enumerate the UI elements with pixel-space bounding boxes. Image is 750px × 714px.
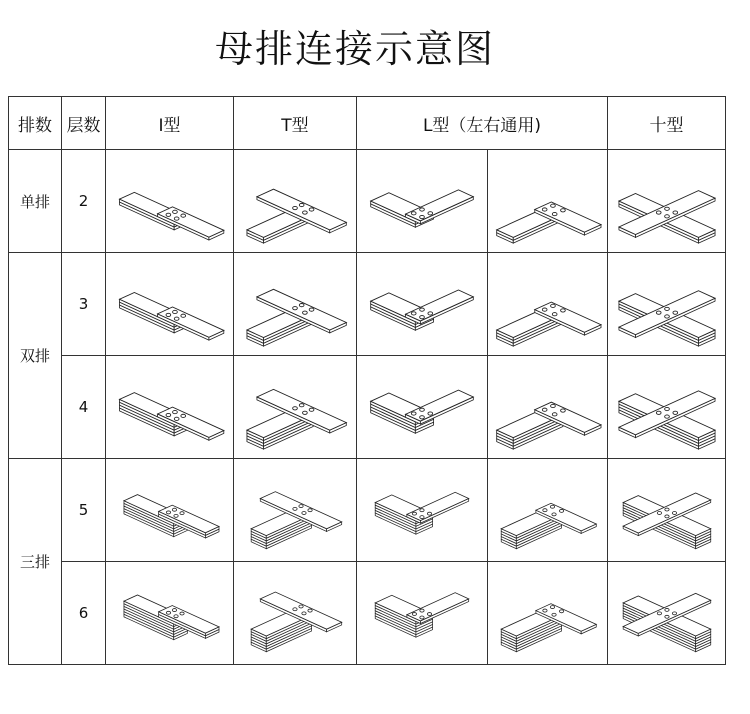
diagram-cross-type-2 <box>608 150 726 253</box>
diagram-l-type-left-3 <box>357 253 488 356</box>
bolt-hole <box>664 215 669 218</box>
bolt-hole <box>293 507 297 510</box>
header-t-type: T型 <box>234 97 357 150</box>
bolt-hole <box>309 308 314 311</box>
bolt-hole <box>420 609 424 612</box>
bolt-hole <box>180 214 185 217</box>
bolt-hole <box>550 204 555 207</box>
bolt-hole <box>664 407 669 410</box>
bolt-hole <box>303 311 308 314</box>
bolt-hole <box>657 512 661 515</box>
diagram-cross-type-5 <box>608 459 726 562</box>
bolt-hole <box>428 412 433 415</box>
busbar-drawing <box>490 359 606 455</box>
busbar-drawing <box>364 153 480 249</box>
bolt-hole <box>664 608 668 611</box>
bolt-hole <box>559 509 563 512</box>
bolt-hole <box>550 404 555 407</box>
bolt-hole <box>664 415 669 418</box>
bolt-hole <box>542 509 546 512</box>
busbar-assembly <box>501 604 596 652</box>
bolt-hole <box>420 308 425 311</box>
bolt-hole <box>420 215 425 218</box>
bolt-hole <box>179 512 183 515</box>
busbar-assembly <box>501 503 596 548</box>
busbar-connection-table <box>8 96 726 665</box>
bolt-hole <box>656 411 661 414</box>
busbar-assembly <box>119 393 223 441</box>
bolt-hole <box>299 505 303 508</box>
busbar-assembly <box>618 391 714 449</box>
bolt-hole <box>179 612 183 615</box>
bolt-hole <box>420 208 425 211</box>
layer-count: 2 <box>62 150 106 253</box>
diagram-cross-type-3 <box>608 253 726 356</box>
bolt-hole <box>542 308 547 311</box>
bolt-hole <box>542 208 547 211</box>
bolt-hole <box>420 316 425 319</box>
busbar-drawing <box>490 153 606 249</box>
bolt-hole <box>664 515 668 518</box>
bolt-hole <box>664 508 668 511</box>
layer-count: 4 <box>62 356 106 459</box>
bolt-hole <box>551 513 555 516</box>
diagram-cross-type-4 <box>608 356 726 459</box>
busbar-drawing <box>112 256 228 352</box>
bolt-hole <box>308 609 312 612</box>
diagram-l-type-right-3 <box>488 253 608 356</box>
bolt-hole <box>672 612 676 615</box>
diagram-i-type-6 <box>106 562 234 665</box>
busbar-assembly <box>247 189 346 243</box>
bolt-hole <box>166 313 171 316</box>
bolt-hole <box>551 613 555 616</box>
busbar-drawing <box>237 565 353 661</box>
layer-count: 3 <box>62 253 106 356</box>
busbar-assembly <box>123 495 218 538</box>
busbar-assembly <box>371 390 474 433</box>
diagram-t-type-5 <box>234 459 357 562</box>
busbar-drawing <box>364 359 480 455</box>
bolt-hole <box>302 612 306 615</box>
layer-count: 5 <box>62 459 106 562</box>
bolt-hole <box>172 310 177 313</box>
diagram-i-type-3 <box>106 253 234 356</box>
busbar-assembly <box>371 190 474 227</box>
row-group-triple: 三排 <box>9 459 62 665</box>
bolt-hole <box>174 317 179 320</box>
bolt-hole <box>672 512 676 515</box>
bolt-hole <box>428 312 433 315</box>
bolt-hole <box>664 307 669 310</box>
bolt-hole <box>664 207 669 210</box>
bolt-hole <box>560 309 565 312</box>
bolt-hole <box>166 213 171 216</box>
bolt-hole <box>174 217 179 220</box>
busbar-drawing <box>112 153 228 249</box>
bolt-hole <box>293 206 298 209</box>
bolt-hole <box>302 512 306 515</box>
busbar-assembly <box>123 595 218 640</box>
busbar-drawing <box>364 565 480 661</box>
busbar-assembly <box>375 492 468 534</box>
bolt-hole <box>656 211 661 214</box>
header-cross-type: 十型 <box>608 97 726 150</box>
busbar-assembly <box>618 291 714 346</box>
busbar-assembly <box>496 302 600 346</box>
busbar-drawing <box>237 462 353 558</box>
bolt-hole <box>412 512 416 515</box>
row-group-double: 双排 <box>9 253 62 459</box>
busbar-drawing <box>112 462 228 558</box>
bolt-hole <box>180 314 185 317</box>
bolt-hole <box>166 511 170 514</box>
bolt-hole <box>672 411 677 414</box>
busbar-assembly <box>623 593 711 651</box>
diagram-l-type-right-2 <box>488 150 608 253</box>
bolt-hole <box>550 304 555 307</box>
bolt-hole <box>303 211 308 214</box>
bolt-hole <box>542 609 546 612</box>
busbar-assembly <box>496 202 600 243</box>
busbar-assembly <box>251 492 342 549</box>
bolt-hole <box>412 613 416 616</box>
bolt-hole <box>559 610 563 613</box>
bolt-hole <box>166 611 170 614</box>
bolt-hole <box>420 509 424 512</box>
bolt-hole <box>309 408 314 411</box>
diagram-i-type-4 <box>106 356 234 459</box>
busbar-drawing <box>609 153 725 249</box>
busbar-drawing <box>609 359 725 455</box>
bolt-hole <box>309 208 314 211</box>
diagram-t-type-3 <box>234 253 357 356</box>
busbar-drawing <box>490 256 606 352</box>
bolt-hole <box>672 211 677 214</box>
busbar-assembly <box>371 290 474 330</box>
bolt-hole <box>411 212 416 215</box>
busbar-drawing <box>237 256 353 352</box>
diagram-t-type-2 <box>234 150 357 253</box>
busbar-assembly <box>119 192 223 240</box>
diagram-l-type-right-6 <box>488 562 608 665</box>
diagram-l-type-right-4 <box>488 356 608 459</box>
busbar-drawing <box>609 565 725 661</box>
header-l-type: L型（左右通用) <box>357 97 608 150</box>
diagram-i-type-5 <box>106 459 234 562</box>
layer-count: 6 <box>62 562 106 665</box>
bolt-hole <box>173 514 177 517</box>
busbar-assembly <box>496 402 600 449</box>
bolt-hole <box>427 512 431 515</box>
bolt-hole <box>672 311 677 314</box>
bolt-hole <box>166 413 171 416</box>
diagram-t-type-4 <box>234 356 357 459</box>
busbar-drawing <box>112 565 228 661</box>
bolt-hole <box>303 411 308 414</box>
busbar-drawing <box>237 359 353 455</box>
busbar-assembly <box>251 592 342 652</box>
bolt-hole <box>560 409 565 412</box>
bolt-hole <box>428 212 433 215</box>
diagram-t-type-6 <box>234 562 357 665</box>
bolt-hole <box>172 210 177 213</box>
bolt-hole <box>560 209 565 212</box>
header-rows: 排数 <box>9 97 62 150</box>
bolt-hole <box>293 307 298 310</box>
bolt-hole <box>552 313 557 316</box>
bolt-hole <box>411 312 416 315</box>
row-group-single: 单排 <box>9 150 62 253</box>
busbar-drawing <box>364 462 480 558</box>
diagram-l-type-right-5 <box>488 459 608 562</box>
busbar-drawing <box>364 256 480 352</box>
busbar-drawing <box>237 153 353 249</box>
bolt-hole <box>173 615 177 618</box>
diagram-i-type-2 <box>106 150 234 253</box>
bolt-hole <box>664 615 668 618</box>
bolt-hole <box>174 417 179 420</box>
bolt-hole <box>420 408 425 411</box>
bolt-hole <box>299 304 304 307</box>
diagram-l-type-left-2 <box>357 150 488 253</box>
bolt-hole <box>542 408 547 411</box>
busbar-assembly <box>375 593 468 638</box>
page-title: 母排连接示意图 <box>214 27 495 71</box>
bolt-hole <box>293 608 297 611</box>
header-layers: 层数 <box>62 97 106 150</box>
bolt-hole <box>420 516 424 519</box>
bolt-hole <box>657 612 661 615</box>
bolt-hole <box>664 315 669 318</box>
busbar-drawing <box>609 256 725 352</box>
busbar-drawing <box>490 462 606 558</box>
bolt-hole <box>172 609 176 612</box>
bolt-hole <box>293 407 298 410</box>
bolt-hole <box>299 605 303 608</box>
busbar-assembly <box>247 289 346 346</box>
bolt-hole <box>411 412 416 415</box>
busbar-assembly <box>119 293 223 341</box>
busbar-drawing <box>490 565 606 661</box>
bolt-hole <box>427 613 431 616</box>
busbar-assembly <box>247 389 346 449</box>
bolt-hole <box>550 606 554 609</box>
bolt-hole <box>308 509 312 512</box>
bolt-hole <box>550 505 554 508</box>
busbar-drawing <box>609 462 725 558</box>
bolt-hole <box>420 616 424 619</box>
header-i-type: I型 <box>106 97 234 150</box>
bolt-hole <box>552 212 557 215</box>
busbar-drawing <box>112 359 228 455</box>
busbar-assembly <box>623 493 711 549</box>
busbar-assembly <box>618 191 714 244</box>
bolt-hole <box>299 404 304 407</box>
diagram-l-type-left-6 <box>357 562 488 665</box>
bolt-hole <box>552 413 557 416</box>
diagram-cross-type-6 <box>608 562 726 665</box>
bolt-hole <box>172 410 177 413</box>
diagram-l-type-left-4 <box>357 356 488 459</box>
diagram-l-type-left-5 <box>357 459 488 562</box>
bolt-hole <box>420 416 425 419</box>
bolt-hole <box>656 311 661 314</box>
bolt-hole <box>172 508 176 511</box>
bolt-hole <box>299 203 304 206</box>
bolt-hole <box>180 414 185 417</box>
